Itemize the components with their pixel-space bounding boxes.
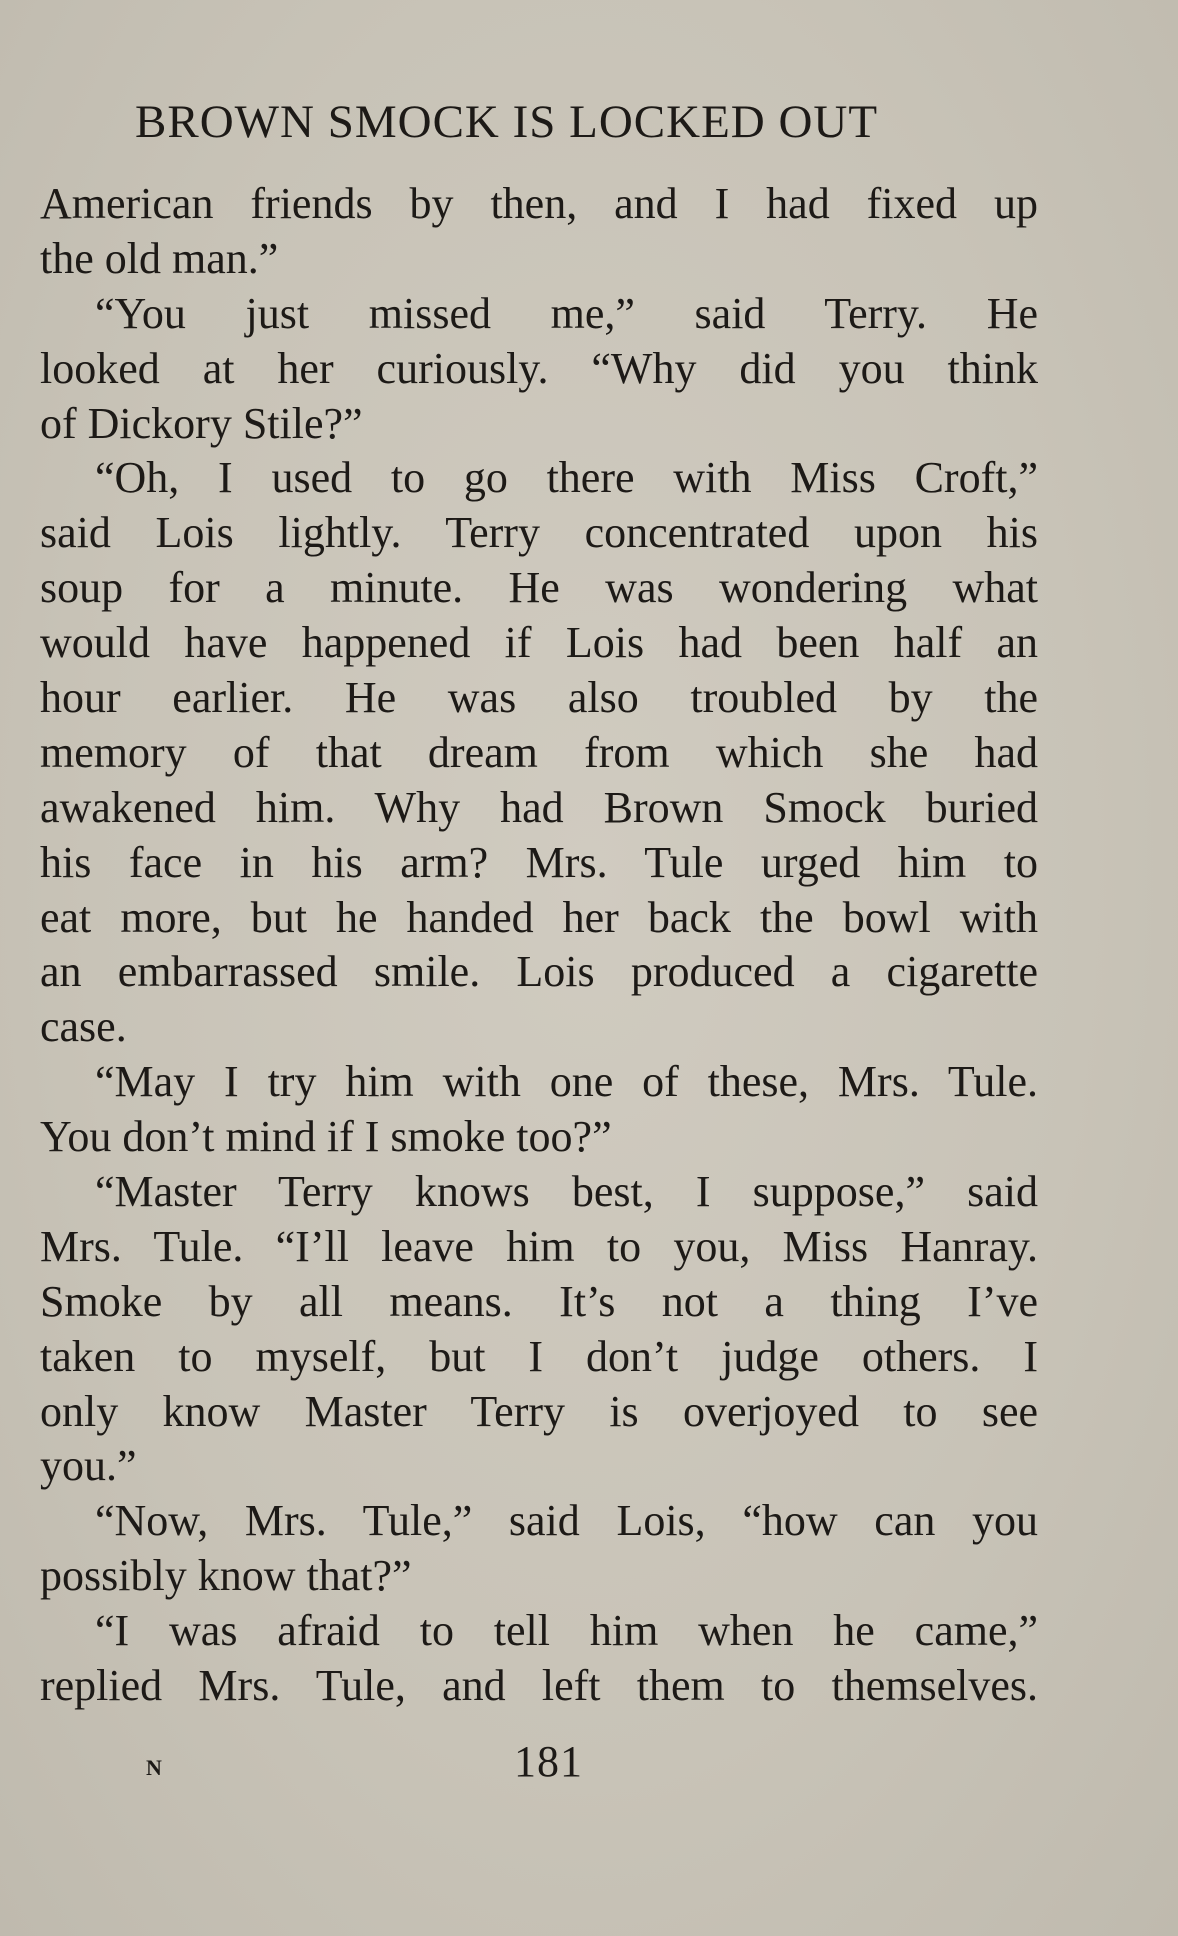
text-line: taken to myself, but I don’t judge others. I xyxy=(40,1331,1038,1381)
text-line: Mrs. Tule. “I’ll leave him to you, Miss Hanray. xyxy=(40,1221,1038,1271)
text-line: memory of that dream from which she had xyxy=(40,727,1038,777)
text-line: “Oh, I used to go there with Miss Croft,” xyxy=(95,453,1038,503)
text-line: American friends by then, and I had fixed up xyxy=(40,179,1038,228)
text-line: his face in his arm? Mrs. Tule urged him to xyxy=(40,837,1038,887)
text-line: case. xyxy=(40,1002,127,1052)
text-line: “You just missed me,” said Terry. He xyxy=(95,288,1038,338)
text-line: would have happened if Lois had been half an xyxy=(40,618,1038,668)
body-text xyxy=(40,177,1038,1714)
text-line: of Dickory Stile?” xyxy=(40,398,363,448)
text-line: the old man.” xyxy=(40,233,279,283)
text-line: replied Mrs. Tule, and left them to themselves. xyxy=(40,1661,1038,1711)
page-number: 181 xyxy=(514,1737,583,1786)
text-line: eat more, but he handed her back the bowl with xyxy=(40,892,1038,942)
text-line: looked at her curiously. “Why did you think xyxy=(40,343,1038,393)
text-line: possibly know that?” xyxy=(40,1551,412,1601)
text-line: you.” xyxy=(40,1441,137,1491)
text-line: “Now, Mrs. Tule,” said Lois, “how can you xyxy=(95,1496,1038,1546)
text-line: only know Master Terry is overjoyed to see xyxy=(40,1386,1038,1436)
text-line: You don’t mind if I smoke too?” xyxy=(40,1112,612,1162)
text-line: an embarrassed smile. Lois produced a cigarette xyxy=(40,947,1038,997)
running-head: BROWN SMOCK IS LOCKED OUT xyxy=(135,96,879,148)
text-line: soup for a minute. He was wondering what xyxy=(40,563,1038,613)
text-line: “I was afraid to tell him when he came,” xyxy=(95,1606,1038,1656)
text-line: awakened him. Why had Brown Smock buried xyxy=(40,782,1038,832)
text-line: “Master Terry knows best, I suppose,” said xyxy=(95,1167,1038,1217)
text-line: Smoke by all means. It’s not a thing I’ve xyxy=(40,1276,1038,1326)
text-line: “May I try him with one of these, Mrs. Tule. xyxy=(95,1057,1038,1107)
signature-mark: N xyxy=(146,1755,163,1780)
text-line: said Lois lightly. Terry concentrated upon his xyxy=(40,508,1038,558)
text-line: hour earlier. He was also troubled by the xyxy=(40,673,1038,723)
